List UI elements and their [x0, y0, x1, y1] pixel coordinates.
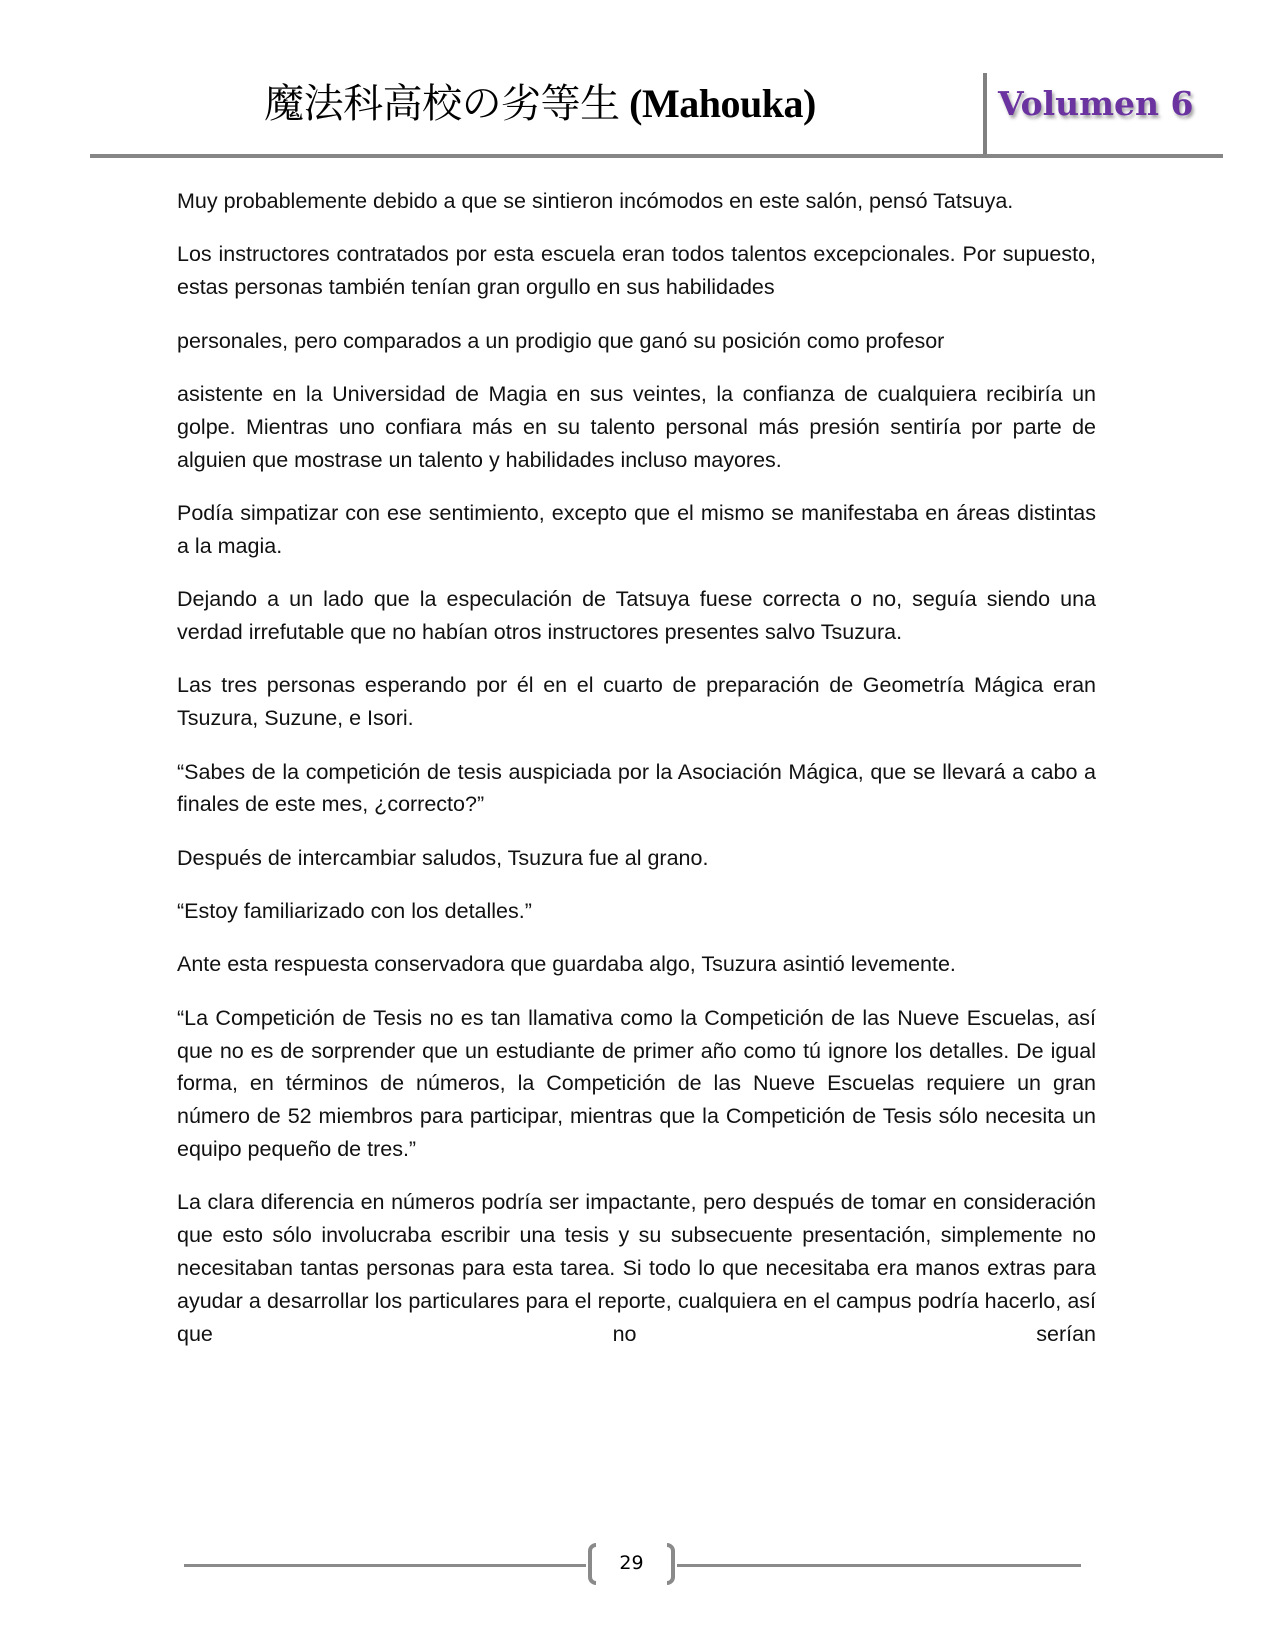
body-text [177, 185, 1096, 1371]
page-number: 29 [619, 1552, 644, 1574]
header-rule [90, 154, 1223, 158]
paragraph: Muy probablemente debido a que se sintieron incómodos en este salón, pensó Tatsuya. [177, 189, 1014, 213]
header-vertical-divider [983, 73, 987, 157]
paragraph: “Sabes de la competición de tesis auspiciada por la Asociación Mágica, que se llevará a cabo a finales de este mes, ¿correcto?” [177, 759, 1096, 817]
footer-rule-left [184, 1564, 586, 1567]
paragraph: Los instructores contratados por esta escuela eran todos talentos excepcionales. Por supuesto, estas personas también tenían gran orgullo en sus habilidades [177, 242, 1096, 300]
paragraph: Después de intercambiar saludos, Tsuzura fue al grano. [177, 845, 709, 870]
right-bracket-icon [667, 1543, 675, 1585]
footer-rule-right [677, 1564, 1081, 1567]
paragraph: Las tres personas esperando por él en el cuarto de preparación de Geometría Mágica eran Tsuzura, Suzune, e Isori. [177, 673, 1096, 731]
book-title [90, 80, 990, 128]
book-title-japanese: 魔法科高校の劣等生 [264, 81, 620, 126]
paragraph: Podía simpatizar con ese sentimiento, excepto que el mismo se manifestaba en áreas distintas a la magia. [177, 500, 1096, 558]
volume-label: Volumen 6 [998, 84, 1194, 123]
paragraph: Ante esta respuesta conservadora que guardaba algo, Tsuzura asintió levemente. [177, 952, 956, 977]
paragraph: personales, pero comparados a un prodigio que ganó su posición como profesor [177, 328, 945, 353]
paragraph: La clara diferencia en números podría ser impactante, pero después de tomar en consideración que esto sólo involucraba escribir una tesis y su subsecuente presentación, simplemente no necesitaban tantas personas para esta tarea. Si todo lo que necesitaba era manos extras para ayudar a desarrollar los particulares para el reporte, cualquiera en el campus podría hacerlo, así que no serían [177, 1190, 1096, 1346]
paragraph: asistente en la Universidad de Magia en sus veintes, la confianza de cualquiera recibiría un golpe. Mientras uno confiara más en su talento personal más presión sentiría por parte de alguien que mostrase un talento y habilidades incluso mayores. [177, 381, 1096, 472]
left-bracket-icon [588, 1543, 596, 1585]
paragraph: “La Competición de Tesis no es tan llamativa como la Competición de las Nueve Escuelas, así que no es de sorprender que un estudiante de primer año como tú ignore los detalles. De igual forma, en términos de números, la Competición de las Nueve Escuelas requiere un gran número de 52 miembros para participar, mientras que la Competición de Tesis sólo necesita un equipo pequeño de tres.” [177, 1005, 1096, 1162]
paragraph: Dejando a un lado que la especulación de Tatsuya fuese correcta o no, seguía siendo una verdad irrefutable que no habían otros instructores presentes salvo Tsuzura. [177, 587, 1096, 644]
paragraph: “Estoy familiarizado con los detalles.” [177, 899, 532, 924]
book-title-latin: (Mahouka) [629, 81, 816, 126]
